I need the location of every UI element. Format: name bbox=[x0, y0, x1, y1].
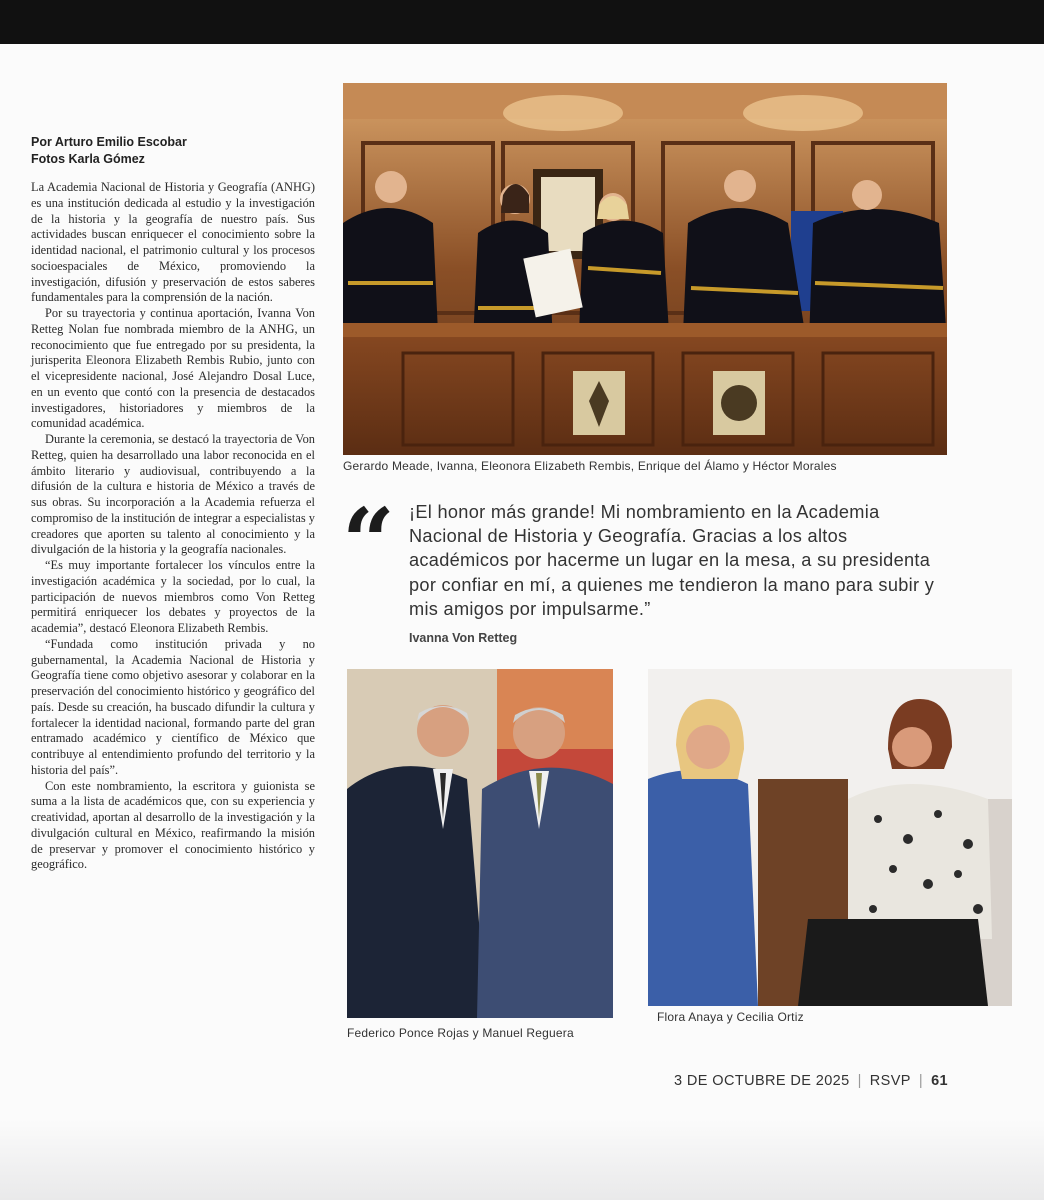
quote-icon: “ bbox=[342, 488, 395, 596]
bottom-fade bbox=[0, 1120, 1044, 1200]
footer-date: 3 DE OCTUBRE DE 2025 bbox=[674, 1073, 850, 1089]
page-footer bbox=[674, 1073, 948, 1089]
top-bar bbox=[0, 0, 1044, 44]
ceremony-illustration bbox=[343, 83, 947, 455]
men-illustration bbox=[347, 669, 613, 1018]
quote-author: Ivanna Von Retteg bbox=[409, 631, 518, 645]
article-paragraph: “Es muy importante fortalecer los vínculos entre la investigación académica y la sociedad, por lo cual, la participación de nuevos miembros como Von Retteg permitirá enriquecer los debates y proyectos de la academia”, destacó Eleonora Elizabeth Rembis. bbox=[31, 558, 315, 635]
women-photo bbox=[648, 669, 1012, 1006]
ceremony-caption: Gerardo Meade, Ivanna, Eleonora Elizabeth Rembis, Enrique del Álamo y Héctor Morales bbox=[343, 459, 837, 473]
article-paragraph: “Fundada como institución privada y no gubernamental, la Academia Nacional de Historia y Geografía tiene como objetivo asesorar y colaborar en la preservación del conocimiento histórico y geográfico del país. Desde su creación, ha buscado difundir la cultura y fortalecer la identidad nacional, formando parte del gran entramado académico y científico de México que contribuye al entendimiento profundo del territorio y la historia del país”. bbox=[31, 636, 315, 777]
men-photo bbox=[347, 669, 613, 1018]
article-paragraph: La Academia Nacional de Historia y Geografía (ANHG) es una institución dedicada al estudio y la investigación de la historia y la geografía de nuestro país. Sus actividades buscan enriquecer el conocimiento sobre la identidad nacional, el patrimonio cultural y los procesos socioespaciales de México, promoviendo la investigación, difusión y preservación de estos saberes fundamentales para la comprensión de la nación. bbox=[31, 180, 315, 305]
pull-quote: ¡El honor más grande! Mi nombramiento en la Academia Nacional de Historia y Geografía. Gracias a los altos académicos por hacerme un lugar en la mesa, a su presidenta por confiar en mí, a quienes me tendieron la mano para subir y mis amigos por impulsarme.” bbox=[409, 502, 935, 619]
article-paragraph: Durante la ceremonia, se destacó la trayectoria de Von Retteg, quien ha desarrollado una labor reconocida en el ámbito literario y audiovisual, contribuyendo a la difusión de la cultura e historia de México a través de sus obras. Su incorporación a la Academia refuerza el compromiso de la institución de integrar a especialistas y creadores que aporten su talento al conocimiento y la divulgación de la historia y la geografía nacionales. bbox=[31, 432, 315, 557]
page-number: 61 bbox=[931, 1073, 948, 1089]
footer-magazine: RSVP bbox=[869, 1073, 911, 1089]
byline-author: Por Arturo Emilio Escobar bbox=[31, 135, 187, 149]
byline bbox=[31, 134, 187, 168]
footer-separator: | bbox=[918, 1073, 924, 1089]
article-paragraph: Por su trayectoria y continua aportación, Ivanna Von Retteg Nolan fue nombrada miembro de la ANHG, un reconocimiento que fue entregado por su presidenta, la jurisperita Eleonora Elizabeth Rembis Rubio, junto con el vicepresidente nacional, José Alejandro Dosal Luce, en un evento que contó con la presencia de destacados investigadores, historiadores y miembros de la comunidad académica. bbox=[31, 306, 315, 431]
women-illustration bbox=[648, 669, 1012, 1006]
ceremony-photo bbox=[343, 83, 947, 455]
article-body bbox=[31, 180, 315, 873]
byline-photos: Fotos Karla Gómez bbox=[31, 152, 145, 166]
article-paragraph: Con este nombramiento, la escritora y guionista se suma a la lista de académicos que, con su experiencia y creatividad, aportan al desarrollo de la investigación y la divulgación cultural en México, reafirmando la misión de preservar y promover el conocimiento histórico y geográfico. bbox=[31, 778, 315, 872]
women-caption: Flora Anaya y Cecilia Ortiz bbox=[657, 1010, 804, 1024]
footer-separator: | bbox=[857, 1073, 862, 1089]
men-caption: Federico Ponce Rojas y Manuel Reguera bbox=[347, 1026, 574, 1040]
